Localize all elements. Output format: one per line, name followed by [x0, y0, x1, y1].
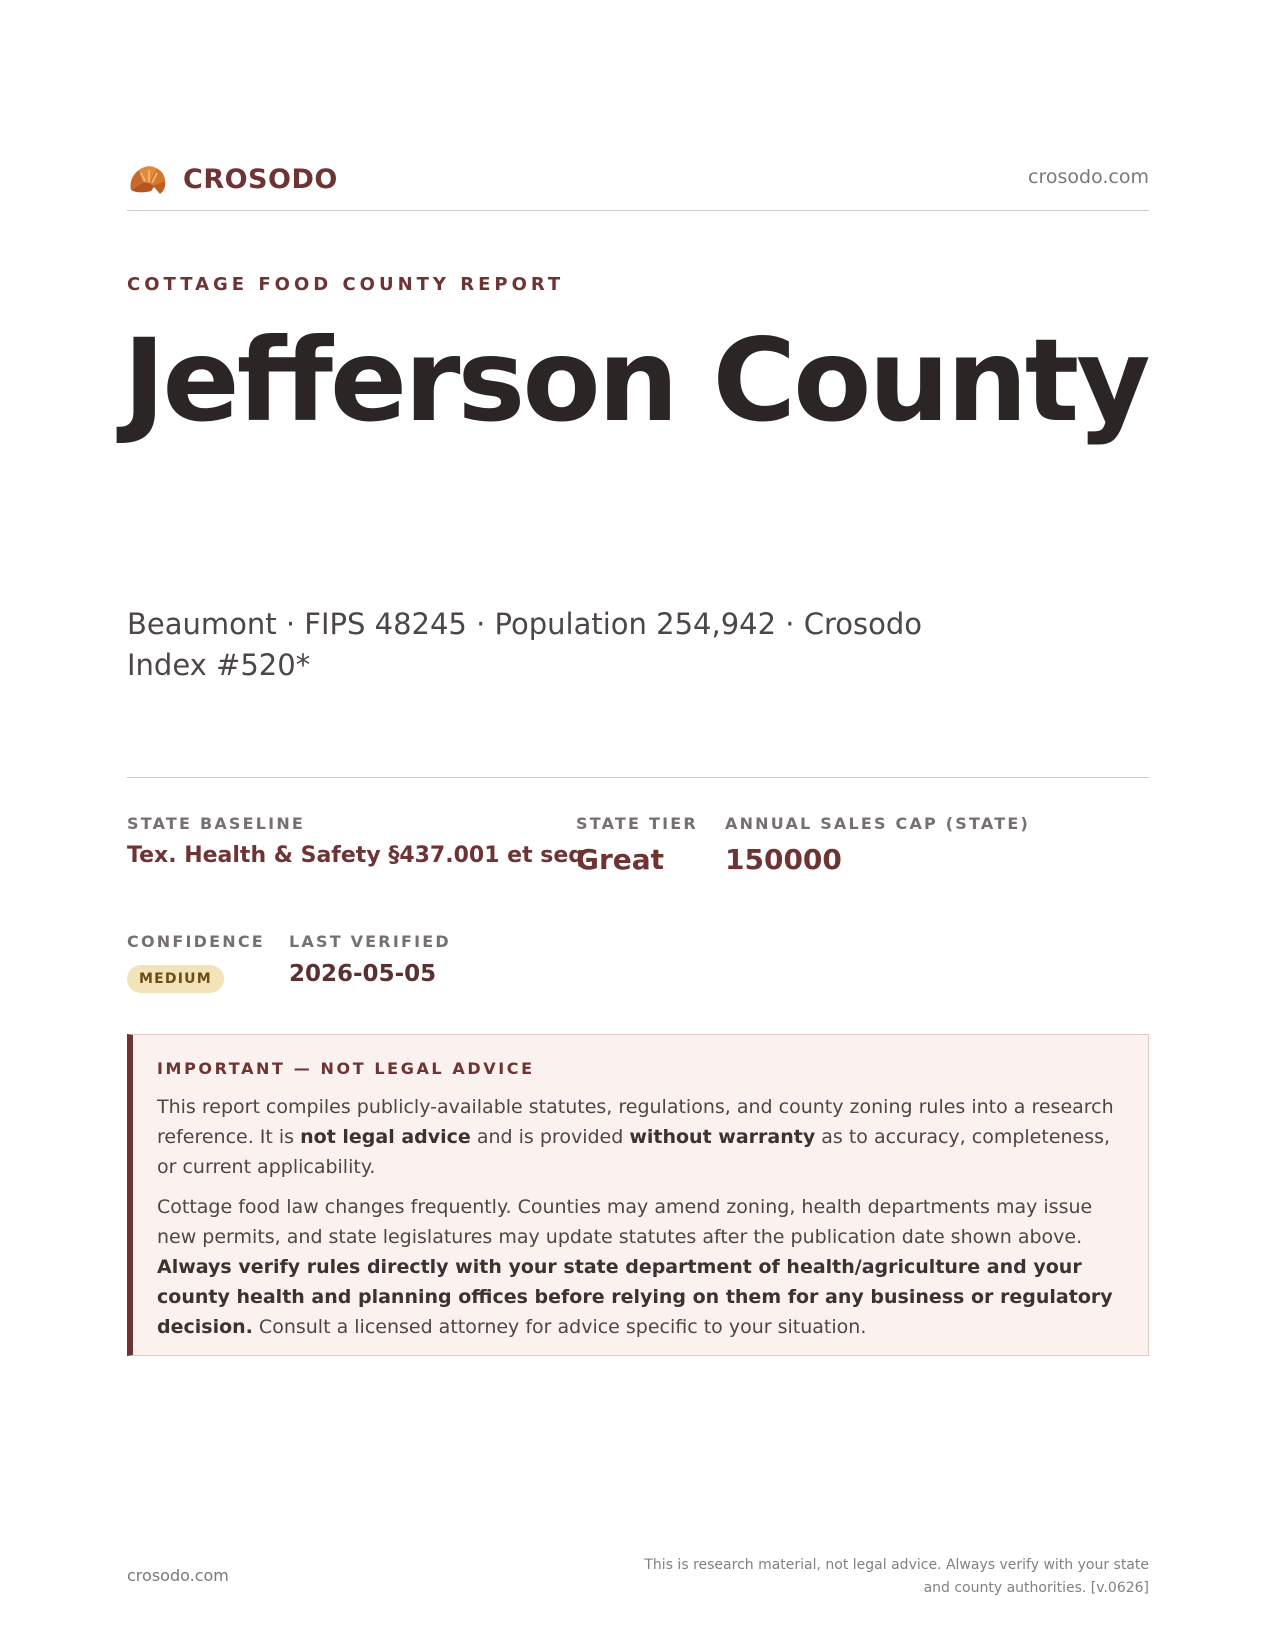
notice-text: Consult a licensed attorney for advice specific to your situation. — [252, 1316, 867, 1338]
brand-name: CROSODO — [183, 163, 338, 195]
state-baseline — [127, 814, 592, 868]
report-eyebrow: COTTAGE FOOD COUNTY REPORT — [127, 274, 565, 295]
sales-cap — [725, 814, 1030, 876]
brand — [127, 160, 338, 198]
sales-cap-label: ANNUAL SALES CAP (STATE) — [725, 814, 1030, 833]
legal-notice-paragraph-1 — [157, 1092, 1124, 1182]
legal-notice — [127, 1034, 1149, 1356]
sales-cap-value: 150000 — [725, 843, 842, 876]
notice-text: This report compiles publicly-available statutes, regulations, and county zoning rules into a research reference. It is — [157, 1096, 1114, 1148]
last-verified-value: 2026-05-05 — [289, 961, 437, 987]
county-subtitle: Beaumont · FIPS 48245 · Population 254,942 · Crosodo Index #520* — [127, 607, 922, 682]
section-divider — [127, 777, 1149, 778]
confidence — [127, 932, 265, 993]
croissant-icon — [127, 160, 169, 198]
state-tier — [576, 814, 698, 876]
notice-emphasis: not legal advice — [300, 1126, 471, 1148]
site-url-link[interactable]: crosodo.com — [1028, 166, 1149, 188]
notice-emphasis: without warranty — [629, 1126, 816, 1148]
state-baseline-label: STATE BASELINE — [127, 814, 306, 833]
footer-site-url[interactable]: crosodo.com — [127, 1566, 229, 1585]
notice-text: as to accuracy, completeness, or current applicability. — [157, 1126, 1111, 1178]
notice-text: Cottage food law changes frequently. Counties may amend zoning, health departments may issue new permits, and state legislatures may update statutes after the publication date shown above. — [157, 1196, 1093, 1248]
notice-text: and is provided — [470, 1126, 630, 1148]
legal-notice-title: IMPORTANT — NOT LEGAL ADVICE — [157, 1059, 535, 1078]
page-header — [127, 158, 1149, 211]
last-verified — [289, 932, 451, 987]
report-page — [123, 0, 1149, 1650]
state-tier-label: STATE TIER — [576, 814, 698, 833]
state-tier-value: Great — [576, 843, 665, 876]
footer-disclaimer: This is research material, not legal advice. Always verify with your state and county authorities. [v.0626] — [644, 1557, 1149, 1596]
notice-emphasis: Always verify rules directly with your state department of health/agriculture and your county health and planning offices before relying on them for any business or regulatory decision. — [157, 1256, 1113, 1338]
state-baseline-value: Tex. Health & Safety §437.001 et seq. — [127, 843, 593, 868]
confidence-badge: MEDIUM — [127, 965, 224, 993]
county-title: Jefferson County — [123, 314, 1148, 447]
legal-notice-paragraph-2 — [157, 1192, 1124, 1342]
last-verified-label: LAST VERIFIED — [289, 932, 451, 951]
confidence-label: CONFIDENCE — [127, 932, 265, 951]
